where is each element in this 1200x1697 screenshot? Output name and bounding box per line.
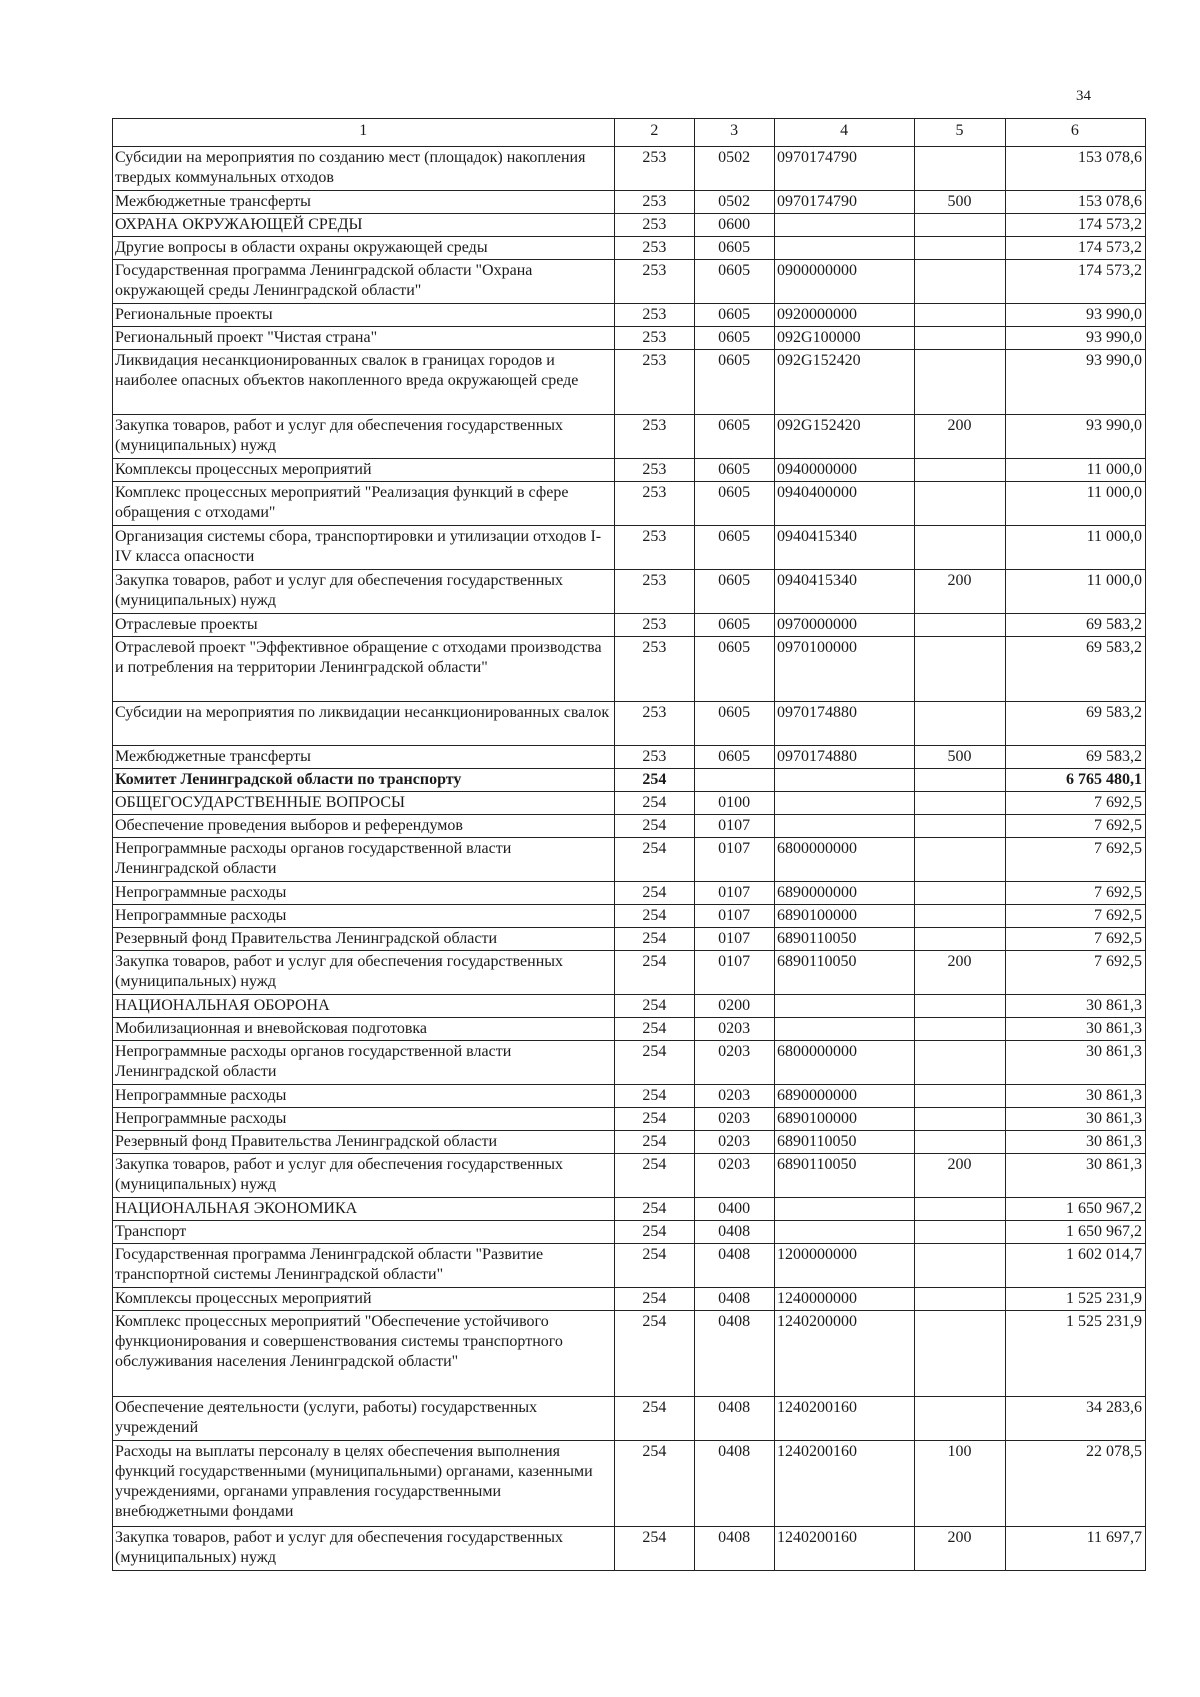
expense-name-cell: Комплексы процессных мероприятий — [113, 459, 615, 482]
target-article-cell: 0970000000 — [775, 614, 915, 637]
expense-name-cell: Государственная программа Ленинградской области "Охрана окружающей среды Ленинградской области" — [113, 260, 615, 304]
amount-cell: 11 697,7 — [1005, 1527, 1145, 1571]
expense-name-cell: Резервный фонд Правительства Ленинградской области — [113, 928, 615, 951]
target-article-cell — [775, 237, 915, 260]
target-article-cell — [775, 1018, 915, 1041]
ministry-code-cell: 254 — [615, 995, 695, 1018]
amount-cell: 93 990,0 — [1005, 350, 1145, 415]
amount-cell: 1 650 967,2 — [1005, 1198, 1145, 1221]
target-article-cell: 6800000000 — [775, 838, 915, 882]
amount-cell: 11 000,0 — [1005, 526, 1145, 570]
ministry-code-cell: 254 — [615, 1288, 695, 1311]
ministry-code-cell: 254 — [615, 815, 695, 838]
section-code-cell: 0107 — [695, 882, 775, 905]
table-row — [113, 792, 1146, 815]
amount-cell: 22 078,5 — [1005, 1441, 1145, 1527]
table-row — [113, 1131, 1146, 1154]
ministry-code-cell: 253 — [615, 304, 695, 327]
expense-name-cell: Региональные проекты — [113, 304, 615, 327]
expense-name-cell: НАЦИОНАЛЬНАЯ ЭКОНОМИКА — [113, 1198, 615, 1221]
column-header-5: 5 — [915, 119, 1006, 147]
table-row — [113, 570, 1146, 614]
expense-type-cell: 200 — [915, 951, 1006, 995]
expense-name-cell: Комплекс процессных мероприятий "Реализация функций в сфере обращения с отходами" — [113, 482, 615, 526]
amount-cell: 7 692,5 — [1005, 838, 1145, 882]
column-header-3: 3 — [695, 119, 775, 147]
expense-type-cell — [915, 459, 1006, 482]
ministry-code-cell: 254 — [615, 792, 695, 815]
target-article-cell — [775, 769, 915, 792]
section-code-cell: 0203 — [695, 1131, 775, 1154]
expense-name-cell: НАЦИОНАЛЬНАЯ ОБОРОНА — [113, 995, 615, 1018]
expense-name-cell: Резервный фонд Правительства Ленинградской области — [113, 1131, 615, 1154]
ministry-code-cell: 254 — [615, 928, 695, 951]
section-code-cell: 0605 — [695, 415, 775, 459]
expense-type-cell — [915, 350, 1006, 415]
amount-cell: 7 692,5 — [1005, 815, 1145, 838]
amount-cell: 7 692,5 — [1005, 928, 1145, 951]
target-article-cell: 6890000000 — [775, 882, 915, 905]
expense-name-cell: ОХРАНА ОКРУЖАЮЩЕЙ СРЕДЫ — [113, 214, 615, 237]
ministry-code-cell: 254 — [615, 882, 695, 905]
ministry-code-cell: 254 — [615, 905, 695, 928]
section-code-cell: 0107 — [695, 905, 775, 928]
table-row — [113, 995, 1146, 1018]
ministry-code-cell: 253 — [615, 482, 695, 526]
section-code-cell: 0605 — [695, 350, 775, 415]
target-article-cell: 0970100000 — [775, 637, 915, 702]
ministry-code-cell: 253 — [615, 237, 695, 260]
expense-type-cell: 500 — [915, 746, 1006, 769]
ministry-code-cell: 254 — [615, 1198, 695, 1221]
amount-cell: 7 692,5 — [1005, 882, 1145, 905]
section-code-cell: 0600 — [695, 214, 775, 237]
amount-cell: 30 861,3 — [1005, 1085, 1145, 1108]
table-row — [113, 746, 1146, 769]
section-code-cell: 0408 — [695, 1397, 775, 1441]
expense-name-cell: Организация системы сбора, транспортировки и утилизации отходов I-IV класса опасности — [113, 526, 615, 570]
ministry-code-cell: 254 — [615, 1221, 695, 1244]
expense-type-cell — [915, 815, 1006, 838]
ministry-code-cell: 254 — [615, 1311, 695, 1397]
expense-name-cell: Непрограммные расходы органов государственной власти Ленинградской области — [113, 1041, 615, 1085]
section-code-cell: 0605 — [695, 526, 775, 570]
expense-name-cell: Комитет Ленинградской области по транспорту — [113, 769, 615, 792]
expense-type-cell — [915, 1198, 1006, 1221]
column-header-4: 4 — [775, 119, 915, 147]
target-article-cell: 6800000000 — [775, 1041, 915, 1085]
section-code-cell: 0605 — [695, 304, 775, 327]
table-row — [113, 1244, 1146, 1288]
section-code-cell: 0408 — [695, 1441, 775, 1527]
amount-cell: 1 525 231,9 — [1005, 1311, 1145, 1397]
section-code-cell: 0502 — [695, 191, 775, 214]
amount-cell: 6 765 480,1 — [1005, 769, 1145, 792]
table-row — [113, 1527, 1146, 1571]
table-row — [113, 1311, 1146, 1397]
table-row — [113, 304, 1146, 327]
amount-cell: 7 692,5 — [1005, 792, 1145, 815]
target-article-cell: 1240200160 — [775, 1441, 915, 1527]
expense-type-cell — [915, 1018, 1006, 1041]
expense-type-cell — [915, 792, 1006, 815]
amount-cell: 34 283,6 — [1005, 1397, 1145, 1441]
amount-cell: 153 078,6 — [1005, 191, 1145, 214]
ministry-code-cell: 254 — [615, 1018, 695, 1041]
ministry-code-cell: 254 — [615, 1041, 695, 1085]
table-row — [113, 147, 1146, 191]
section-code-cell: 0605 — [695, 459, 775, 482]
target-article-cell: 0900000000 — [775, 260, 915, 304]
expense-type-cell — [915, 304, 1006, 327]
section-code-cell: 0400 — [695, 1198, 775, 1221]
expense-type-cell — [915, 1085, 1006, 1108]
expense-type-cell — [915, 1131, 1006, 1154]
section-code-cell: 0605 — [695, 482, 775, 526]
table-header — [113, 119, 1146, 147]
target-article-cell: 6890110050 — [775, 1154, 915, 1198]
ministry-code-cell: 253 — [615, 614, 695, 637]
section-code-cell: 0107 — [695, 951, 775, 995]
expense-type-cell — [915, 1397, 1006, 1441]
table-row — [113, 237, 1146, 260]
section-code-cell: 0605 — [695, 327, 775, 350]
column-header-2: 2 — [615, 119, 695, 147]
table-body — [113, 147, 1146, 1571]
section-code-cell: 0502 — [695, 147, 775, 191]
expense-name-cell: Межбюджетные трансферты — [113, 191, 615, 214]
ministry-code-cell: 254 — [615, 838, 695, 882]
table-row — [113, 1108, 1146, 1131]
ministry-code-cell: 254 — [615, 1527, 695, 1571]
table-row — [113, 928, 1146, 951]
ministry-code-cell: 254 — [615, 1441, 695, 1527]
table-row — [113, 614, 1146, 637]
expense-type-cell: 500 — [915, 191, 1006, 214]
expense-name-cell: Непрограммные расходы — [113, 905, 615, 928]
table-row — [113, 526, 1146, 570]
amount-cell: 7 692,5 — [1005, 905, 1145, 928]
target-article-cell — [775, 995, 915, 1018]
target-article-cell: 092G152420 — [775, 415, 915, 459]
target-article-cell: 0940415340 — [775, 526, 915, 570]
table-row — [113, 637, 1146, 702]
target-article-cell: 0970174790 — [775, 191, 915, 214]
table-row — [113, 951, 1146, 995]
expense-name-cell: Межбюджетные трансферты — [113, 746, 615, 769]
table-row — [113, 459, 1146, 482]
amount-cell: 11 000,0 — [1005, 459, 1145, 482]
target-article-cell: 0920000000 — [775, 304, 915, 327]
amount-cell: 7 692,5 — [1005, 951, 1145, 995]
target-article-cell — [775, 214, 915, 237]
expense-name-cell: Закупка товаров, работ и услуг для обеспечения государственных (муниципальных) нужд — [113, 951, 615, 995]
target-article-cell: 0970174880 — [775, 746, 915, 769]
target-article-cell: 0940415340 — [775, 570, 915, 614]
ministry-code-cell: 253 — [615, 702, 695, 746]
expense-name-cell: Обеспечение проведения выборов и референдумов — [113, 815, 615, 838]
column-header-6: 6 — [1005, 119, 1145, 147]
section-code-cell: 0203 — [695, 1108, 775, 1131]
section-code-cell: 0408 — [695, 1311, 775, 1397]
ministry-code-cell: 253 — [615, 147, 695, 191]
target-article-cell: 6890110050 — [775, 951, 915, 995]
ministry-code-cell: 253 — [615, 746, 695, 769]
table-row — [113, 815, 1146, 838]
target-article-cell: 1240200160 — [775, 1397, 915, 1441]
target-article-cell: 0970174790 — [775, 147, 915, 191]
target-article-cell: 6890110050 — [775, 928, 915, 951]
ministry-code-cell: 253 — [615, 415, 695, 459]
amount-cell: 69 583,2 — [1005, 614, 1145, 637]
target-article-cell: 0970174880 — [775, 702, 915, 746]
target-article-cell: 6890110050 — [775, 1131, 915, 1154]
expense-type-cell — [915, 995, 1006, 1018]
section-code-cell: 0408 — [695, 1244, 775, 1288]
expense-type-cell: 200 — [915, 1527, 1006, 1571]
target-article-cell — [775, 792, 915, 815]
expense-name-cell: Непрограммные расходы — [113, 1085, 615, 1108]
expense-name-cell: Расходы на выплаты персоналу в целях обеспечения выполнения функций государственными (муниципальными) органами, казенными учреждениями, органами управления государственными внебюджетными фондами — [113, 1441, 615, 1527]
target-article-cell: 0940000000 — [775, 459, 915, 482]
expense-type-cell — [915, 905, 1006, 928]
amount-cell: 11 000,0 — [1005, 570, 1145, 614]
amount-cell: 1 602 014,7 — [1005, 1244, 1145, 1288]
expense-type-cell: 200 — [915, 1154, 1006, 1198]
amount-cell: 30 861,3 — [1005, 1018, 1145, 1041]
expense-type-cell — [915, 637, 1006, 702]
table-row — [113, 1221, 1146, 1244]
amount-cell: 153 078,6 — [1005, 147, 1145, 191]
expense-type-cell — [915, 1108, 1006, 1131]
expense-name-cell: Мобилизационная и вневойсковая подготовка — [113, 1018, 615, 1041]
section-code-cell: 0100 — [695, 792, 775, 815]
section-code-cell: 0203 — [695, 1041, 775, 1085]
ministry-code-cell: 254 — [615, 1244, 695, 1288]
amount-cell: 1 650 967,2 — [1005, 1221, 1145, 1244]
target-article-cell — [775, 1221, 915, 1244]
target-article-cell: 0940400000 — [775, 482, 915, 526]
section-code-cell: 0203 — [695, 1085, 775, 1108]
table-row — [113, 1041, 1146, 1085]
expense-type-cell — [915, 482, 1006, 526]
section-code-cell: 0605 — [695, 260, 775, 304]
amount-cell: 30 861,3 — [1005, 995, 1145, 1018]
ministry-code-cell: 253 — [615, 327, 695, 350]
target-article-cell: 6890100000 — [775, 1108, 915, 1131]
expense-name-cell: Непрограммные расходы органов государственной власти Ленинградской области — [113, 838, 615, 882]
target-article-cell: 1240200000 — [775, 1311, 915, 1397]
amount-cell: 69 583,2 — [1005, 637, 1145, 702]
table-row — [113, 482, 1146, 526]
section-code-cell: 0203 — [695, 1154, 775, 1198]
ministry-code-cell: 253 — [615, 260, 695, 304]
section-code-cell: 0605 — [695, 614, 775, 637]
expense-type-cell — [915, 526, 1006, 570]
expense-name-cell: Ликвидация несанкционированных свалок в границах городов и наиболее опасных объектов накопленного вреда окружающей среде — [113, 350, 615, 415]
table-row — [113, 1018, 1146, 1041]
target-article-cell — [775, 1198, 915, 1221]
target-article-cell — [775, 815, 915, 838]
target-article-cell: 092G152420 — [775, 350, 915, 415]
expense-name-cell: Комплексы процессных мероприятий — [113, 1288, 615, 1311]
ministry-code-cell: 254 — [615, 1085, 695, 1108]
column-header-1: 1 — [113, 119, 615, 147]
amount-cell: 93 990,0 — [1005, 304, 1145, 327]
ministry-code-cell: 253 — [615, 526, 695, 570]
amount-cell: 30 861,3 — [1005, 1131, 1145, 1154]
table-row — [113, 191, 1146, 214]
section-code-cell — [695, 769, 775, 792]
ministry-code-cell: 253 — [615, 637, 695, 702]
amount-cell: 174 573,2 — [1005, 214, 1145, 237]
amount-cell: 174 573,2 — [1005, 237, 1145, 260]
section-code-cell: 0605 — [695, 746, 775, 769]
ministry-code-cell: 254 — [615, 951, 695, 995]
section-code-cell: 0107 — [695, 928, 775, 951]
section-code-cell: 0203 — [695, 1018, 775, 1041]
target-article-cell: 6890000000 — [775, 1085, 915, 1108]
table-row — [113, 415, 1146, 459]
table-row — [113, 1085, 1146, 1108]
target-article-cell: 1240200160 — [775, 1527, 915, 1571]
ministry-code-cell: 254 — [615, 1131, 695, 1154]
expense-name-cell: Закупка товаров, работ и услуг для обеспечения государственных (муниципальных) нужд — [113, 570, 615, 614]
table-row — [113, 882, 1146, 905]
expense-type-cell — [915, 882, 1006, 905]
expense-type-cell — [915, 1311, 1006, 1397]
table-row — [113, 260, 1146, 304]
ministry-code-cell: 254 — [615, 1397, 695, 1441]
ministry-code-cell: 254 — [615, 1108, 695, 1131]
expense-name-cell: Непрограммные расходы — [113, 882, 615, 905]
amount-cell: 93 990,0 — [1005, 415, 1145, 459]
ministry-code-cell: 253 — [615, 191, 695, 214]
table-row — [113, 1288, 1146, 1311]
section-code-cell: 0200 — [695, 995, 775, 1018]
section-code-cell: 0107 — [695, 838, 775, 882]
expense-name-cell: Обеспечение деятельности (услуги, работы) государственных учреждений — [113, 1397, 615, 1441]
expense-name-cell: Отраслевой проект "Эффективное обращение с отходами производства и потребления на территории Ленинградской области" — [113, 637, 615, 702]
section-code-cell: 0605 — [695, 637, 775, 702]
expense-name-cell: Субсидии на мероприятия по созданию мест (площадок) накопления твердых коммунальных отходов — [113, 147, 615, 191]
page-number: 34 — [1076, 88, 1091, 104]
table-row — [113, 1397, 1146, 1441]
amount-cell: 11 000,0 — [1005, 482, 1145, 526]
amount-cell: 93 990,0 — [1005, 327, 1145, 350]
section-code-cell: 0605 — [695, 702, 775, 746]
section-code-cell: 0408 — [695, 1288, 775, 1311]
section-code-cell: 0605 — [695, 237, 775, 260]
expense-name-cell: Отраслевые проекты — [113, 614, 615, 637]
expense-name-cell: Субсидии на мероприятия по ликвидации несанкционированных свалок — [113, 702, 615, 746]
expense-name-cell: Непрограммные расходы — [113, 1108, 615, 1131]
expense-type-cell — [915, 214, 1006, 237]
section-code-cell: 0107 — [695, 815, 775, 838]
header-row — [113, 119, 1146, 147]
amount-cell: 1 525 231,9 — [1005, 1288, 1145, 1311]
section-code-cell: 0605 — [695, 570, 775, 614]
table-row — [113, 1154, 1146, 1198]
expense-name-cell: Закупка товаров, работ и услуг для обеспечения государственных (муниципальных) нужд — [113, 1527, 615, 1571]
amount-cell: 30 861,3 — [1005, 1154, 1145, 1198]
expense-name-cell: Другие вопросы в области охраны окружающей среды — [113, 237, 615, 260]
expense-type-cell — [915, 147, 1006, 191]
expense-type-cell — [915, 260, 1006, 304]
amount-cell: 174 573,2 — [1005, 260, 1145, 304]
expense-type-cell: 200 — [915, 570, 1006, 614]
expense-type-cell: 100 — [915, 1441, 1006, 1527]
expense-type-cell — [915, 237, 1006, 260]
expense-type-cell — [915, 928, 1006, 951]
table-row — [113, 327, 1146, 350]
table-row — [113, 1441, 1146, 1527]
expense-type-cell — [915, 838, 1006, 882]
amount-cell: 30 861,3 — [1005, 1108, 1145, 1131]
expense-name-cell: ОБЩЕГОСУДАРСТВЕННЫЕ ВОПРОСЫ — [113, 792, 615, 815]
expense-name-cell: Государственная программа Ленинградской области "Развитие транспортной системы Ленинградской области" — [113, 1244, 615, 1288]
expense-type-cell — [915, 614, 1006, 637]
expense-name-cell: Закупка товаров, работ и услуг для обеспечения государственных (муниципальных) нужд — [113, 415, 615, 459]
ministry-code-cell: 253 — [615, 570, 695, 614]
expense-name-cell: Закупка товаров, работ и услуг для обеспечения государственных (муниципальных) нужд — [113, 1154, 615, 1198]
expense-name-cell: Транспорт — [113, 1221, 615, 1244]
budget-table — [112, 118, 1146, 1571]
expense-name-cell: Комплекс процессных мероприятий "Обеспечение устойчивого функционирования и совершенствования системы транспортного обслуживания населения Ленинградской области" — [113, 1311, 615, 1397]
ministry-code-cell: 253 — [615, 459, 695, 482]
table-row — [113, 350, 1146, 415]
target-article-cell: 1200000000 — [775, 1244, 915, 1288]
ministry-code-cell: 253 — [615, 214, 695, 237]
amount-cell: 69 583,2 — [1005, 702, 1145, 746]
expense-name-cell: Региональный проект "Чистая страна" — [113, 327, 615, 350]
amount-cell: 69 583,2 — [1005, 746, 1145, 769]
expense-type-cell — [915, 1244, 1006, 1288]
expense-type-cell — [915, 1288, 1006, 1311]
expense-type-cell — [915, 702, 1006, 746]
expense-type-cell — [915, 1041, 1006, 1085]
expense-type-cell — [915, 1221, 1006, 1244]
expense-type-cell: 200 — [915, 415, 1006, 459]
target-article-cell: 1240000000 — [775, 1288, 915, 1311]
table-row — [113, 905, 1146, 928]
table-row — [113, 838, 1146, 882]
table-row — [113, 702, 1146, 746]
ministry-code-cell: 253 — [615, 350, 695, 415]
ministry-code-cell: 254 — [615, 1154, 695, 1198]
table-row — [113, 214, 1146, 237]
section-code-cell: 0408 — [695, 1221, 775, 1244]
table-row — [113, 769, 1146, 792]
target-article-cell: 6890100000 — [775, 905, 915, 928]
amount-cell: 30 861,3 — [1005, 1041, 1145, 1085]
expense-type-cell — [915, 327, 1006, 350]
target-article-cell: 092G100000 — [775, 327, 915, 350]
ministry-code-cell: 254 — [615, 769, 695, 792]
section-code-cell: 0408 — [695, 1527, 775, 1571]
expense-type-cell — [915, 769, 1006, 792]
table-row — [113, 1198, 1146, 1221]
